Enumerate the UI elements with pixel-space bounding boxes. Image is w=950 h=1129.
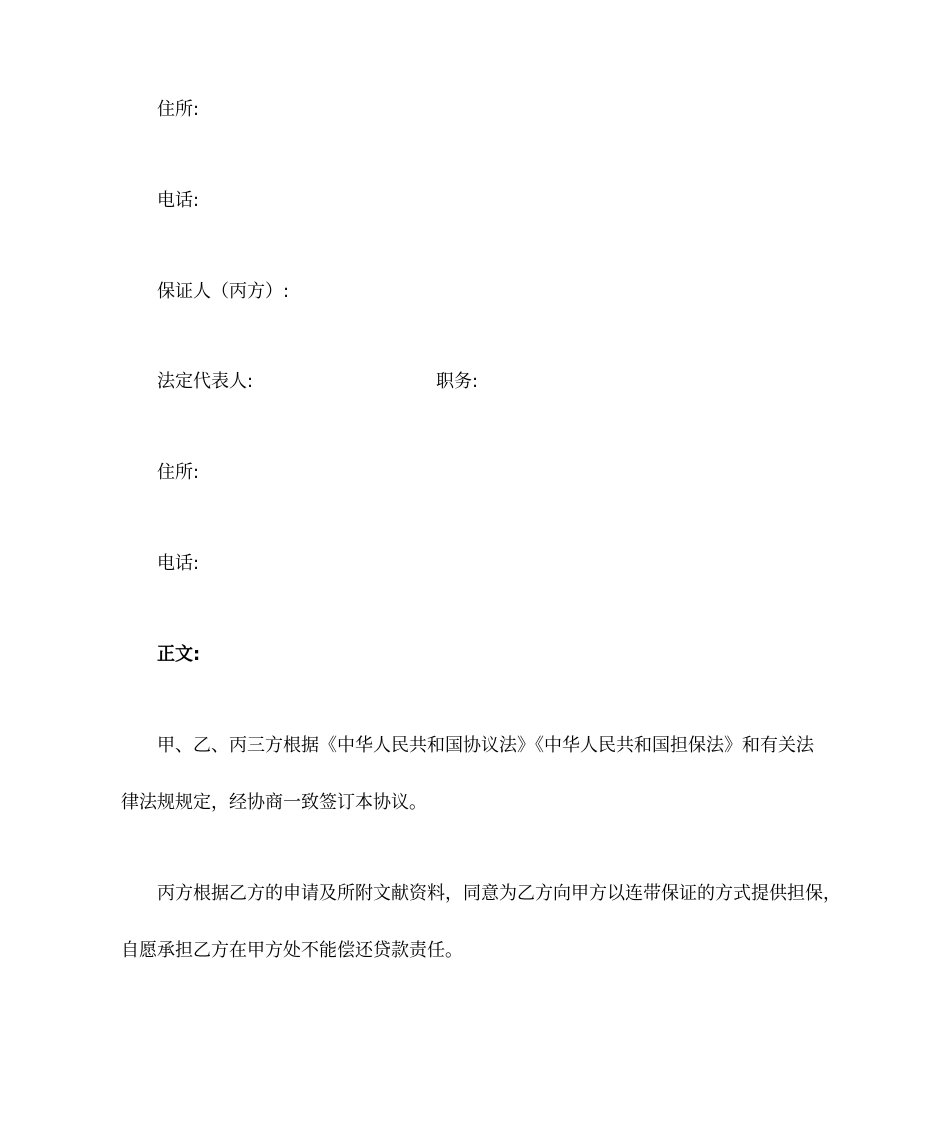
- legal-rep-label: 法定代表人:: [157, 371, 254, 392]
- paragraph-1-line-2: 律法规规定，经协商一致签订本协议。: [121, 792, 427, 813]
- guarantor-phone-label: 电话:: [157, 553, 200, 574]
- legal-rep-row: [157, 370, 757, 394]
- party-b-address-label: 住所:: [157, 99, 200, 120]
- body-heading: 正文:: [157, 644, 201, 665]
- position-label: 职务:: [436, 371, 479, 392]
- guarantor-label: 保证人（丙方）:: [157, 281, 290, 302]
- paragraph-1-line-1: 甲、乙、丙三方根据《中华人民共和国协议法》《中华人民共和国担保法》和有关法: [157, 735, 814, 756]
- paragraph-2-line-1: 丙方根据乙方的申请及所附文献资料，同意为乙方向甲方以连带保证的方式提供担保，: [157, 883, 841, 904]
- paragraph-2-line-2: 自愿承担乙方在甲方处不能偿还贷款责任。: [121, 940, 463, 961]
- guarantor-address-label: 住所:: [157, 462, 200, 483]
- party-b-phone-label: 电话:: [157, 190, 200, 211]
